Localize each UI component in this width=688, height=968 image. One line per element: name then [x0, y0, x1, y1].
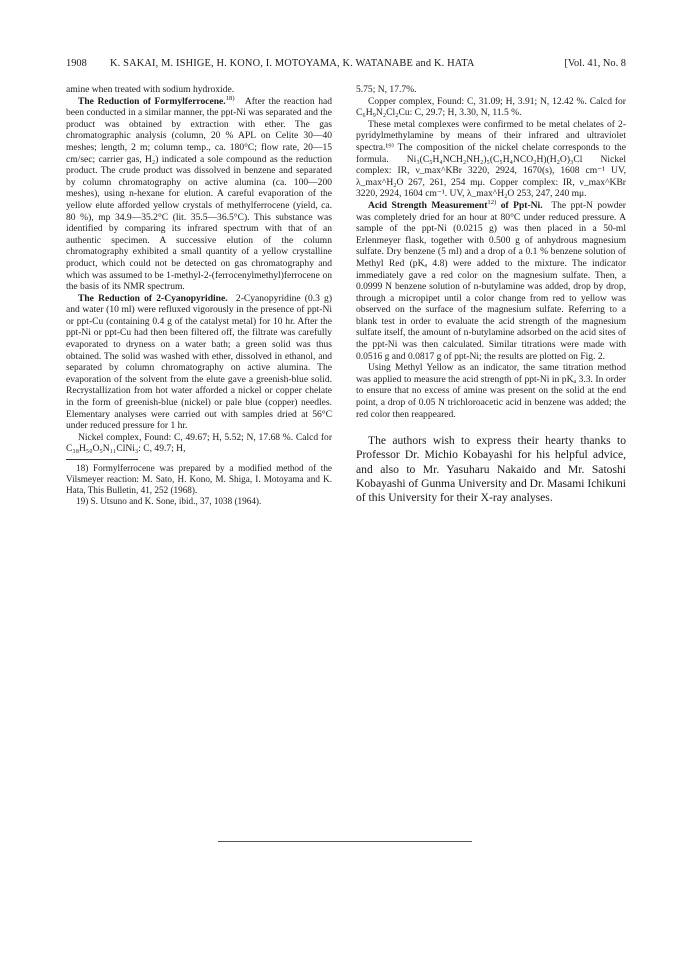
- paragraph: amine when treated with sodium hydroxide.: [66, 84, 235, 95]
- reference-marker: 12): [487, 198, 497, 206]
- header-authors: K. SAKAI, M. ISHIGE, H. KONO, I. MOTOYAMA, K. WATANABE and K. HATA: [110, 58, 475, 69]
- paragraph: Nickel complex, Found: C, 49.67; H, 5.52; N, 17.68 %. Calcd for C₃₈H₅₀O₅N₁₁ClNi₃: C, 49.7; H,: [66, 431, 332, 455]
- section-heading-tail: of Ppt-Ni.: [500, 199, 543, 211]
- paragraph: Copper complex, Found: C, 31.09; H, 3.91; N, 12.42 %. Calcd for C₆H₉N₂Cl₂Cu: C, 29.7; H, 3.30, N, 11.5 %.: [356, 95, 626, 119]
- paragraph: 5.75; N, 17.7%.: [356, 84, 417, 95]
- right-column: [356, 84, 626, 505]
- footnotes: [66, 463, 332, 507]
- paragraph: The ppt-N powder was completely dried for an hour at 80°C under reduced pressure. A sample of the ppt-Ni (0.0215 g) was then placed in a 50-ml Erlenmeyer flask, together with 0.500 g of anhydrous magnesium sulfate. Dry benzene (5 ml) and a drop of a 0.1 % benzene solution of Methyl Red (pKₐ 4.8) were added to the mixture. The indicator immediately gave a red color on the magnesium sulfate. Then, a 0.0999 N benzene solution of n-butylamine was added, drop by drop, through a micropipet until a color change from red to yellow was observed on the surface of the magnesium sulfate. Referring to a blank test in order to evaluate the acid strength of the magnesium sulfate itself, the amount of n-butylamine adsorbed on the acid sites of the ppt-Ni was then calculated. Similar titrations were made with 0.0516 g and 0.0817 g of ppt-Ni; the results are plotted on Fig. 2.: [356, 199, 626, 362]
- section-heading: The Reduction of Formylferrocene.: [78, 95, 226, 107]
- running-header: [66, 58, 626, 74]
- paragraph: Using Methyl Yellow as an indicator, the same titration method was applied to measure the acid strength of ppt-Ni in pKₐ 3.3. In order to ensure that no excess of amine was present on the solid at the end point, a drop of 0.05 N trichloroacetic acid in benzene was added; the red color then reappeared.: [356, 362, 626, 420]
- footnote-rule: [66, 459, 138, 460]
- header-volume: [Vol. 41, No. 8: [564, 58, 626, 69]
- acknowledgement: The authors wish to express their hearty thanks to Professor Dr. Michio Kobayashi for his helpful advice, and also to Mr. Yasuharu Nakaido and Mr. Satoshi Kobayashi of Gunma University and Dr. Masami Ichikuni of this University for their X-ray analyses.: [356, 434, 626, 505]
- page-number: 1908: [66, 58, 87, 69]
- end-rule: [218, 841, 472, 842]
- paragraph: 2-Cyanopyridine (0.3 g) and water (10 ml) were refluxed vigorously in the presence of ppt-Ni or ppt-Cu (containing 0.4 g of the catalyst metal) for 10 hr. After the ppt-Ni or ppt-Cu had then been filtered off, the filtrate was carefully evaporated to dryness on a water bath; a green solid was thus obtained. The solid was washed with ether, dissolved in ethanol, and separated by column chromatography on active alumina. The evaporation of the solvent from the elute gave a greenish-blue solid. Recrystallization from hot water afforded a nickel or copper chelate in the form of greenish-blue (nickel) or pale blue (copper) needles. Elementary analyses were carried out with samples dried at 56°C under reduced pressure for 1 hr.: [66, 292, 332, 432]
- section-heading: The Reduction of 2-Cyanopyridine.: [78, 292, 228, 304]
- section-acid-strength: [356, 200, 626, 362]
- spacer: [356, 420, 626, 434]
- section-formylferrocene: [66, 96, 332, 293]
- footnote: 18) Formylferrocene was prepared by a modified method of the Vilsmeyer reaction: M. Sato, H. Kono, M. Shiga, I. Motoyama and K. Hata, This Bulletin, 41, 252 (1968).: [66, 463, 332, 495]
- reference-marker: 18): [225, 94, 235, 102]
- footnote: 19) S. Utsuno and K. Sone, ibid., 37, 1038 (1964).: [76, 495, 262, 506]
- section-heading: Acid Strength Measurement: [368, 199, 488, 211]
- section-cyanopyridine: [66, 293, 332, 432]
- paragraph: These metal complexes were confirmed to be metal chelates of 2-pyridylmethylamine by means of their infrared and ultraviolet spectra.¹⁹⁾ The composition of the nickel chelate corresponds to the formula. Ni₃(C₅H₄NCH₂NH₂)₅(C₅H₄NCO₂H)(H₂O)₃Cl Nickel complex: IR, ν_max^KBr 3220, 2924, 1670(s), 1608 cm⁻¹ UV, λ_max^H₂O 267, 261, 254 mμ. Copper complex: IR, ν_max^KBr 3220, 2924, 1604 cm⁻¹. UV, λ_max^H₂O 253, 247, 240 mμ.: [356, 118, 626, 200]
- left-column: [66, 84, 332, 507]
- paragraph: After the reaction had been conducted in a similar manner, the ppt-Ni was separated and the product was obtained by extraction with ether. The gas chromatographic analysis (column, 20 % APL on Celite 30—40 meshes; length, 2 m; column temp., ca. 180°C; flow rate, 20—15 cm/sec; carrier gas, H₂) indicated a sole compound as the reduction product. The crude product was dissolved in benzene and separated by column chromatography on active alumina (ca. 100—200 meshes), using n-hexane for elution. A careful evaporation of the yellow elute afforded yellow crystals of methylferrocene (yield, ca. 80 %), mp 34.9—35.2°C (lit. 35.5—36.5°C). This substance was identified by comparing its infrared spectrum with that of an authentic specimen. A successive elution of the column chromatography exhibited a small quantity of a yellow crystalline product, which could not be detected on gas chromatography and which was assumed to be 1-methyl-2-(ferrocenylmethyl)ferrocene on the basis of its NMR spectrum.: [66, 95, 332, 293]
